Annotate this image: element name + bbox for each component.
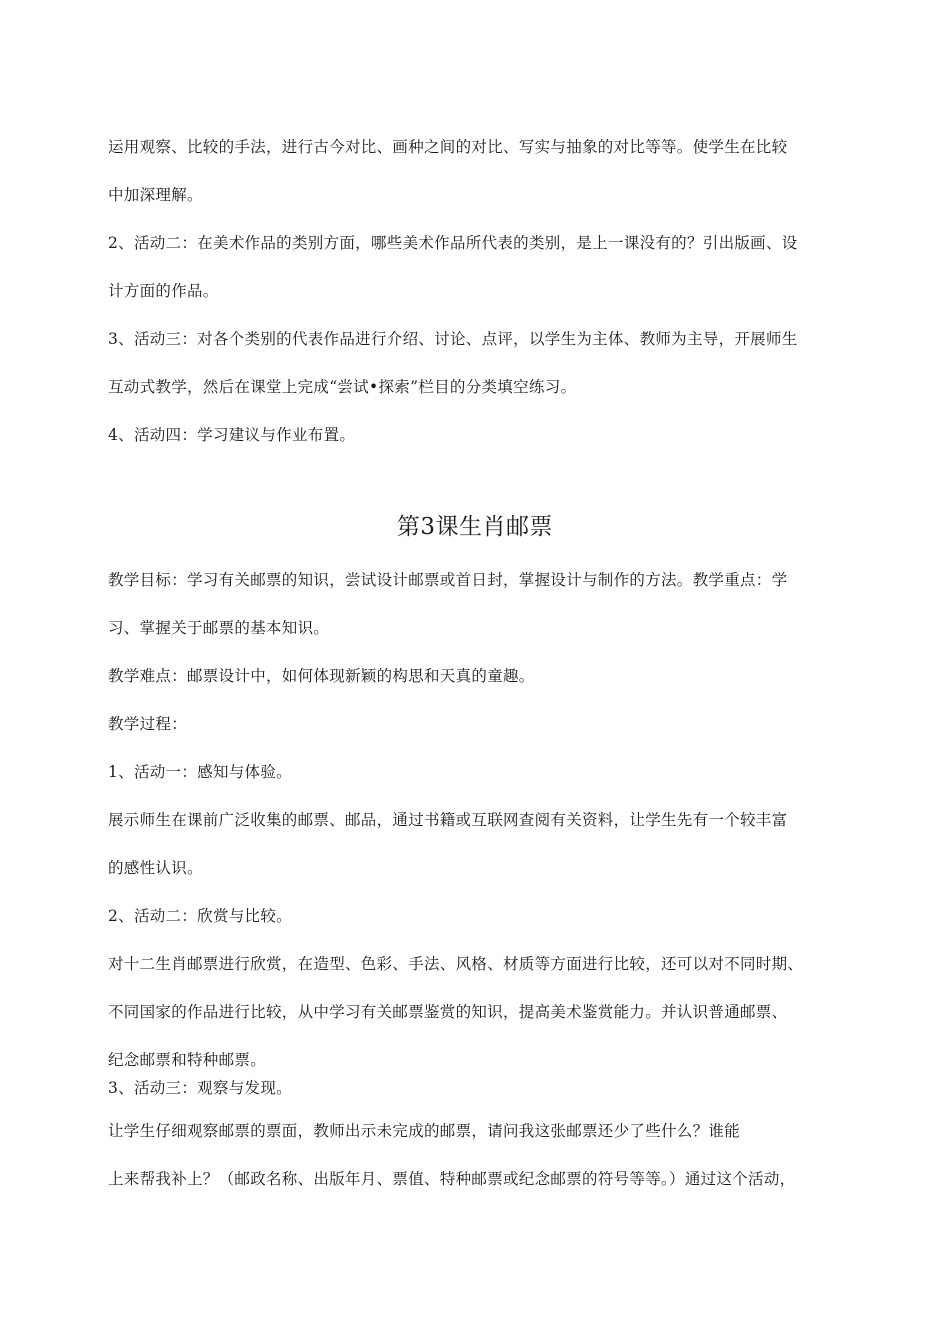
paragraph-line: 计方面的作品。	[108, 282, 219, 300]
lesson-title: 第3课生肖邮票	[396, 514, 554, 540]
paragraph-line: 中加深理解。	[108, 186, 203, 204]
activity-4-line: 4、活动四：学习建议与作业布置。	[108, 426, 356, 444]
paragraph-line: 互动式教学，然后在课堂上完成“尝试•探索”栏目的分类填空练习。	[108, 378, 577, 396]
paragraph-line: 让学生仔细观察邮票的票面，教师出示未完成的邮票，请问我这张邮票还少了些什么？谁能	[108, 1122, 741, 1140]
activity-1-heading: 1、活动一：感知与体验。	[108, 763, 292, 781]
activity-3-heading: 3、活动三：观察与发现。	[108, 1079, 292, 1097]
paragraph-line: 的感性认识。	[108, 859, 203, 877]
teaching-difficulty-line: 教学难点：邮票设计中，如何体现新颖的构思和天真的童趣。	[108, 667, 535, 685]
paragraph-line: 习、掌握关于邮票的基本知识。	[108, 619, 330, 637]
activity-2-line: 2、活动二：在美术作品的类别方面，哪些美术作品所代表的类别，是上一课没有的？引出版画、设	[108, 234, 798, 252]
paragraph-line: 不同国家的作品进行比较，从中学习有关邮票鉴赏的知识，提高美术鉴赏能力。并认识普通邮票、	[108, 1003, 788, 1021]
paragraph-line: 上来帮我补上？（邮政名称、出版年月、票值、特种邮票或纪念邮票的符号等等。）通过这个活动，	[108, 1170, 796, 1188]
paragraph-line: 展示师生在课前广泛收集的邮票、邮品，通过书籍或互联网查阅有关资料，让学生先有一个较丰富	[108, 811, 788, 829]
paragraph-line: 运用观察、比较的手法，进行古今对比、画种之间的对比、写实与抽象的对比等等。使学生在比较	[108, 138, 788, 156]
teaching-goal-line: 教学目标：学习有关邮票的知识，尝试设计邮票或首日封，掌握设计与制作的方法。教学重点：学	[108, 571, 788, 589]
paragraph-line: 对十二生肖邮票进行欣赏，在造型、色彩、手法、风格、材质等方面进行比较，还可以对不同时期、	[108, 955, 804, 973]
teaching-process-heading: 教学过程：	[108, 715, 188, 733]
activity-3-line: 3、活动三：对各个类别的代表作品进行介绍、讨论、点评，以学生为主体、教师为主导，开展师生	[108, 330, 798, 348]
paragraph-line: 纪念邮票和特种邮票。	[108, 1051, 267, 1069]
activity-2-heading: 2、活动二：欣赏与比较。	[108, 907, 292, 925]
